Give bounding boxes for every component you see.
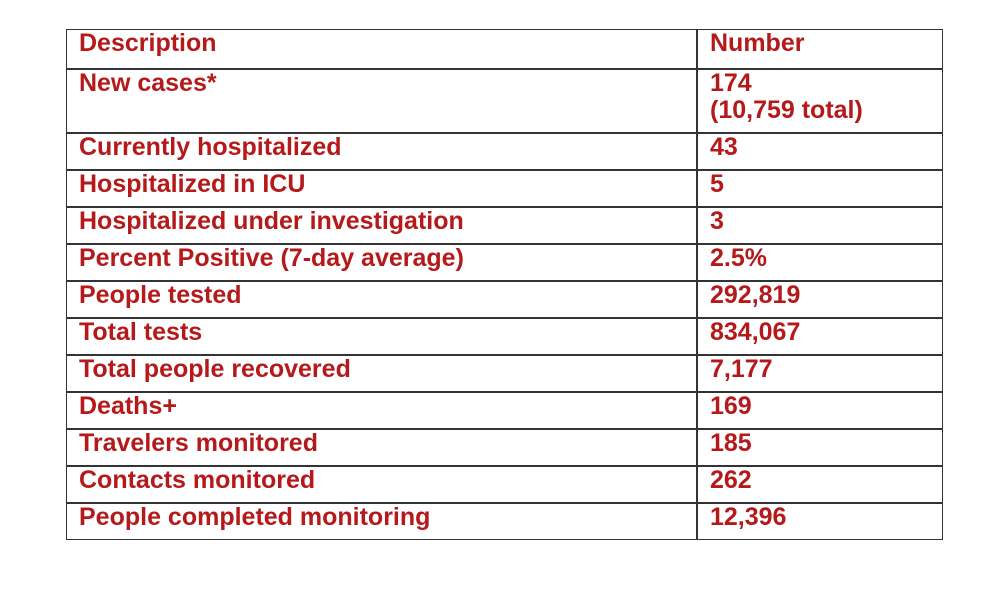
row-number: 834,067 [697, 318, 943, 355]
table-row [66, 392, 943, 429]
row-number: 2.5% [697, 244, 943, 281]
stats-table [66, 29, 943, 540]
row-description: Percent Positive (7-day average) [66, 244, 697, 281]
row-description: Deaths+ [66, 392, 697, 429]
row-description: People completed monitoring [66, 503, 697, 540]
row-description: Total people recovered [66, 355, 697, 392]
row-number: 262 [697, 466, 943, 503]
row-number: 12,396 [697, 503, 943, 540]
row-description: Currently hospitalized [66, 133, 697, 170]
table-row [66, 281, 943, 318]
row-description: People tested [66, 281, 697, 318]
row-number: 3 [697, 207, 943, 244]
table-row [66, 466, 943, 503]
row-number-value: 174 [710, 69, 752, 97]
table-row [66, 207, 943, 244]
row-description: New cases* [66, 69, 697, 133]
row-number-total: (10,759 total) [710, 96, 863, 124]
table-row [66, 429, 943, 466]
table-header-row [66, 29, 943, 69]
stats-table-container [66, 29, 943, 540]
row-description: Contacts monitored [66, 466, 697, 503]
header-number: Number [697, 29, 943, 69]
row-description: Hospitalized under investigation [66, 207, 697, 244]
row-number: 292,819 [697, 281, 943, 318]
row-number: 169 [697, 392, 943, 429]
row-description: Hospitalized in ICU [66, 170, 697, 207]
table-row [66, 503, 943, 540]
row-description: Travelers monitored [66, 429, 697, 466]
row-number [697, 69, 943, 133]
table-row [66, 244, 943, 281]
row-number: 5 [697, 170, 943, 207]
row-description: Total tests [66, 318, 697, 355]
table-row [66, 355, 943, 392]
table-row [66, 170, 943, 207]
table-row [66, 318, 943, 355]
row-number: 185 [697, 429, 943, 466]
row-number: 7,177 [697, 355, 943, 392]
table-row [66, 69, 943, 133]
table-row [66, 133, 943, 170]
row-number: 43 [697, 133, 943, 170]
header-description: Description [66, 29, 697, 69]
